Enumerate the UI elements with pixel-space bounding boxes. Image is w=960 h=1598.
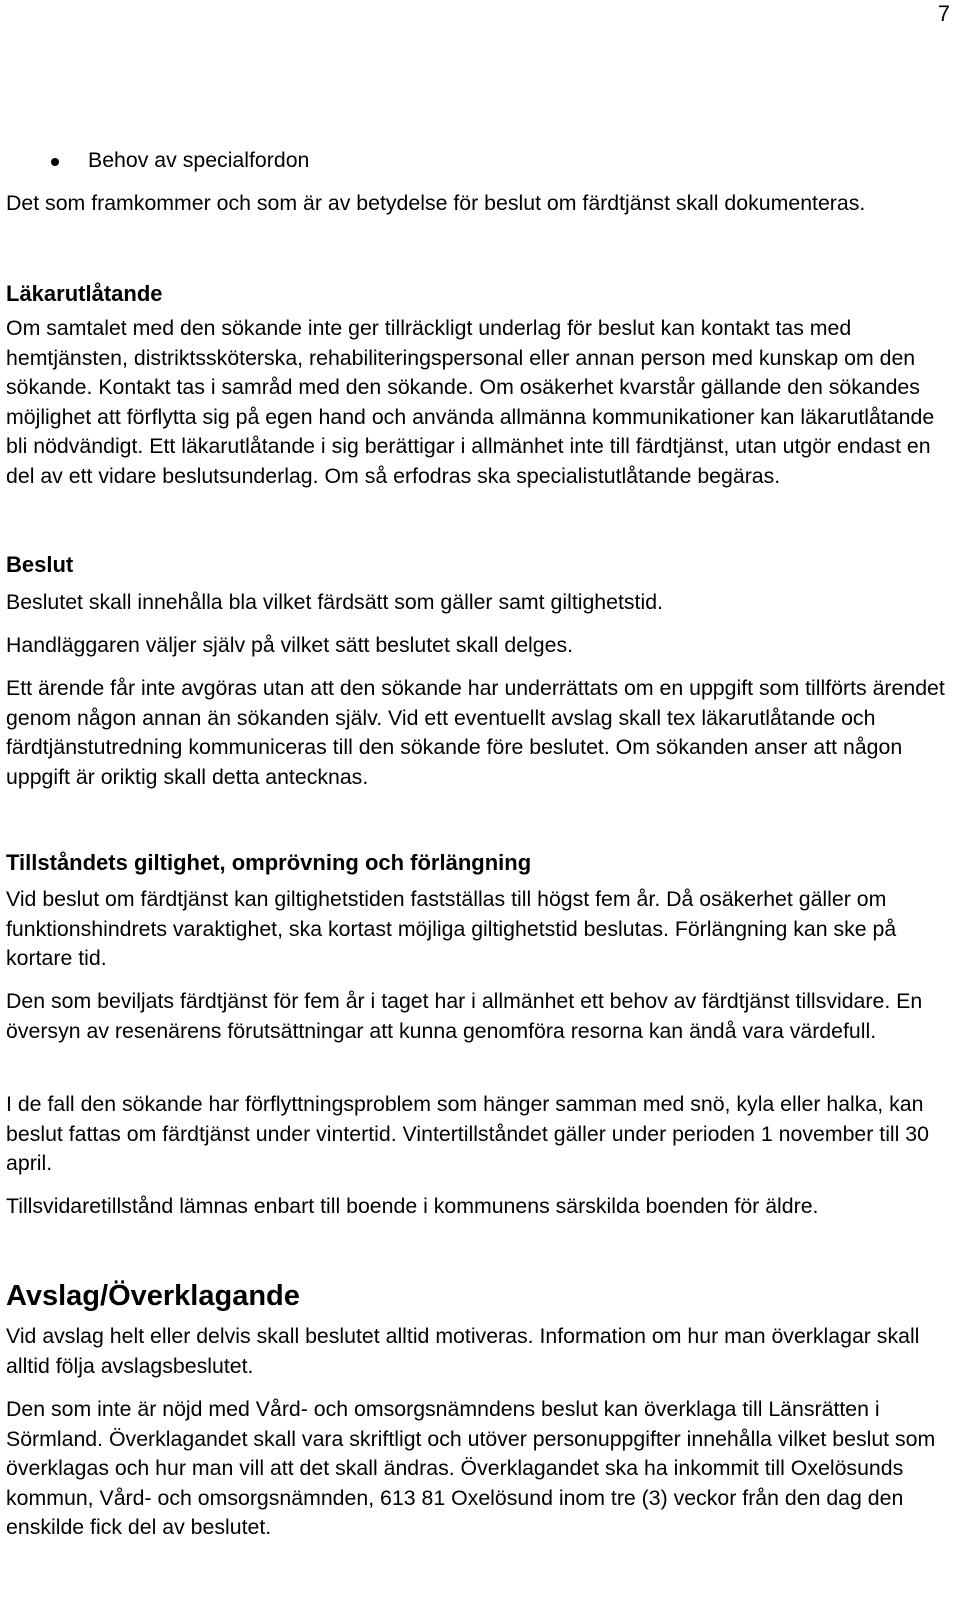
- paragraph-tillstand-1: Vid beslut om färdtjänst kan giltighetstiden fastställas till högst fem år. Då osäkerhet gäller om funktionshindrets varaktighet, ska kortast möjliga giltighetstid beslutas. Förlängning kan ske på kortare tid.: [6, 887, 897, 970]
- bullet-text: Behov av specialfordon: [88, 148, 310, 172]
- paragraph-tillstand-2: Den som beviljats färdtjänst för fem år i taget har i allmänhet ett behov av färdtjänst tillsvidare. En översyn av resenärens förutsättningar att kunna genomföra resorna kan ändå vara värdefull.: [6, 989, 923, 1043]
- paragraph-tillstand-4: Tillsvidaretillstånd lämnas enbart till boende i kommunens särskilda boenden för äldre.: [6, 1194, 819, 1218]
- paragraph-beslut-3: Ett ärende får inte avgöras utan att den sökande har underrättats om en uppgift som tillförts ärendet genom någon annan än sökanden själv. Vid ett eventuellt avslag skall tex läkarutlåtande och färdtjänstutredning kommuniceras till den sökande före beslutet. Om sökanden anser att någon uppgift är oriktig skall detta antecknas.: [6, 676, 945, 789]
- paragraph-beslut-1: Beslutet skall innehålla bla vilket färdsätt som gäller samt giltighetstid.: [6, 590, 663, 614]
- paragraph-avslag-2: Den som inte är nöjd med Vård- och omsorgsnämndens beslut kan överklaga till Länsrätten i Sörmland. Överklagandet skall vara skriftligt och utöver personuppgifter innehålla vilket beslut som överklagas och hur man vill att det skall ändras. Överklagandet ska ha inkommit till Oxelösunds kommun, Vård- och omsorgsnämnden, 613 81 Oxelösund inom tre (3) veckor från den dag den enskilde fick del av beslutet.: [6, 1397, 936, 1539]
- heading-lakarutlatande: Läkarutlåtande: [6, 281, 163, 306]
- intro-paragraph: Det som framkommer och som är av betydelse för beslut om färdtjänst skall dokumenteras.: [6, 191, 866, 215]
- paragraph-lakarutlatande: Om samtalet med den sökande inte ger tillräckligt underlag för beslut kan kontakt tas med hemtjänsten, distriktssköterska, rehabiliteringspersonal eller annan person med kunskap om den sökande. Kontakt tas i samråd med den sökande. Om osäkerhet kvarstår gällande den sökandes möjlighet att förflytta sig på egen hand och använda allmänna kommunikationer kan läkarutlåtande bli nödvändigt. Ett läkarutlåtande i sig berättigar i allmänhet inte till färdtjänst, utan utgör endast en del av ett vidare beslutsunderlag. Om så erfodras ska specialistutlåtande begäras.: [6, 316, 935, 488]
- paragraph-beslut-2: Handläggaren väljer själv på vilket sätt beslutet skall delges.: [6, 633, 574, 657]
- paragraph-tillstand-3: I de fall den sökande har förflyttningsproblem som hänger samman med snö, kyla eller halka, kan beslut fattas om färdtjänst under vintertid. Vintertillståndet gäller under perioden 1 november till 30 april.: [6, 1092, 929, 1175]
- heading-beslut: Beslut: [6, 552, 74, 577]
- paragraph-avslag-1: Vid avslag helt eller delvis skall beslutet alltid motiveras. Information om hur man överklagar skall alltid följa avslagsbeslutet.: [6, 1324, 920, 1378]
- page-number: 7: [937, 1, 950, 26]
- heading-tillstand: Tillståndets giltighet, omprövning och förlängning: [6, 850, 532, 875]
- heading-avslag: Avslag/Överklagande: [6, 1280, 300, 1312]
- bullet-icon: [51, 158, 59, 166]
